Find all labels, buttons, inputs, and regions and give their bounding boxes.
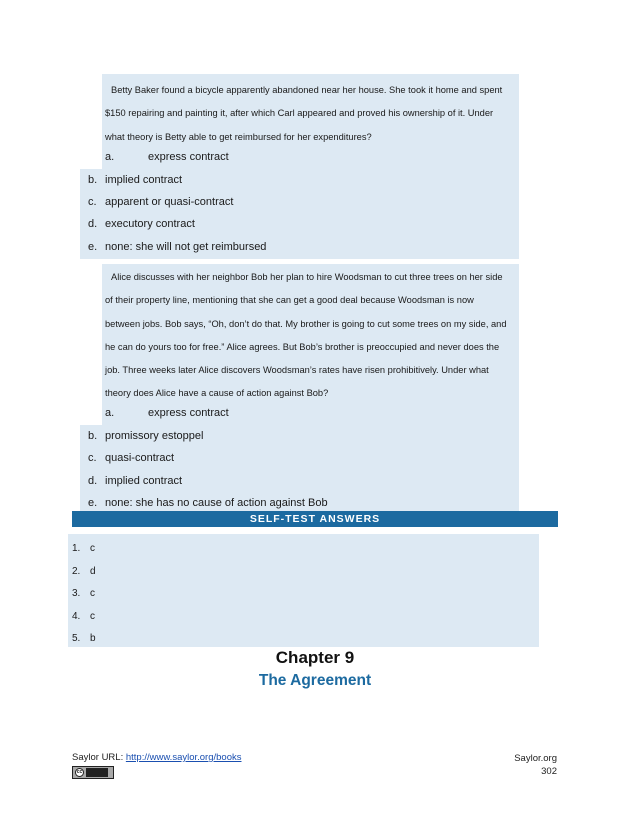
page-number: 302 <box>541 766 557 777</box>
answer-number: 3. <box>72 588 81 599</box>
q1-option-b <box>0 169 630 191</box>
footer-url-link[interactable]: http://www.saylor.org/books <box>125 752 242 763</box>
question-1-line-3: what theory is Betty able to get reimbursed for her expenditures? <box>105 131 372 142</box>
chapter-title: The Agreement <box>258 672 372 689</box>
q2-option-a-text: express contract <box>148 407 229 419</box>
question-2-text <box>105 266 517 406</box>
question-1-text <box>105 79 517 149</box>
q1-option-a-text: express contract <box>148 151 229 163</box>
answer-number: 2. <box>72 566 81 577</box>
footer-url-line <box>72 752 242 763</box>
footer-url-label: Saylor URL: <box>72 752 126 763</box>
chapter-number: Chapter 9 <box>275 648 355 667</box>
q2-option-e-text: none: she has no cause of action against Bob <box>105 497 328 509</box>
q2-option-e-letter: e. <box>88 497 98 509</box>
answers-box <box>68 534 539 647</box>
answer-number: 5. <box>72 633 81 644</box>
q2-option-b-text: promissory estoppel <box>105 430 204 442</box>
question-1-line-1: Betty Baker found a bicycle apparently abandoned near her house. She took it home and spent <box>111 85 503 95</box>
q2-option-c <box>0 447 630 469</box>
q1-option-b-letter: b. <box>88 174 98 186</box>
q1-option-b-text: implied contract <box>105 174 183 186</box>
question-2-line-3: between jobs. Bob says, “Oh, don’t do that. My brother is going to cut some trees on my side, and <box>105 318 507 329</box>
q1-option-d-text: executory contract <box>105 218 195 230</box>
q1-option-e-letter: e. <box>88 241 98 253</box>
self-test-answers-header: SELF-TEST ANSWERS <box>72 511 558 527</box>
answer-number: 1. <box>72 543 81 554</box>
footer-site: Saylor.org <box>514 753 557 764</box>
answer-value: c <box>90 611 95 622</box>
cc-by-nc-sa-icon[interactable] <box>72 766 114 779</box>
q2-option-d <box>0 470 630 492</box>
question-2-line-6: theory does Alice have a cause of action against Bob? <box>105 388 329 399</box>
question-2-line-4: he can do yours too for free.” Alice agrees. But Bob’s brother is preoccupied and never does the <box>105 341 500 352</box>
answer-number: 4. <box>72 611 81 622</box>
question-2-line-5: job. Three weeks later Alice discovers Woodsman’s rates have risen prohibitively. Under what <box>105 365 489 376</box>
q2-option-d-letter: d. <box>88 475 98 487</box>
q1-option-a <box>0 146 630 168</box>
answer-value: c <box>90 543 95 554</box>
q2-option-b-letter: b. <box>88 430 98 442</box>
q1-option-e-text: none: she will not get reimbursed <box>105 241 267 253</box>
q1-option-c <box>0 191 630 213</box>
question-2-line-1: Alice discusses with her neighbor Bob her plan to hire Woodsman to cut three trees on her side <box>111 272 503 282</box>
footer-right <box>514 752 557 778</box>
q2-option-c-letter: c. <box>88 452 97 464</box>
q2-option-b <box>0 425 630 447</box>
answer-value: d <box>90 566 96 577</box>
q1-option-a-letter: a. <box>105 151 115 163</box>
answer-value: b <box>90 633 96 644</box>
q2-option-a <box>0 402 630 424</box>
question-1-line-2: $150 repairing and painting it, after which Carl appeared and proved his ownership of it. Under <box>105 108 494 119</box>
q1-option-e <box>0 236 630 258</box>
q1-option-d-letter: d. <box>88 218 98 230</box>
cc-circle-icon: cc <box>76 769 83 775</box>
q2-option-c-text: quasi-contract <box>105 452 175 464</box>
q1-option-c-text: apparent or quasi-contract <box>105 196 234 208</box>
answer-value: c <box>90 588 95 599</box>
q1-option-c-letter: c. <box>88 196 97 208</box>
license-terms-icon <box>86 768 108 777</box>
q2-option-d-text: implied contract <box>105 475 183 487</box>
question-2-line-2: of their property line, mentioning that she can get a good deal because Woodsman is now <box>105 295 474 306</box>
q2-option-a-letter: a. <box>105 407 115 419</box>
q1-option-d <box>0 213 630 235</box>
